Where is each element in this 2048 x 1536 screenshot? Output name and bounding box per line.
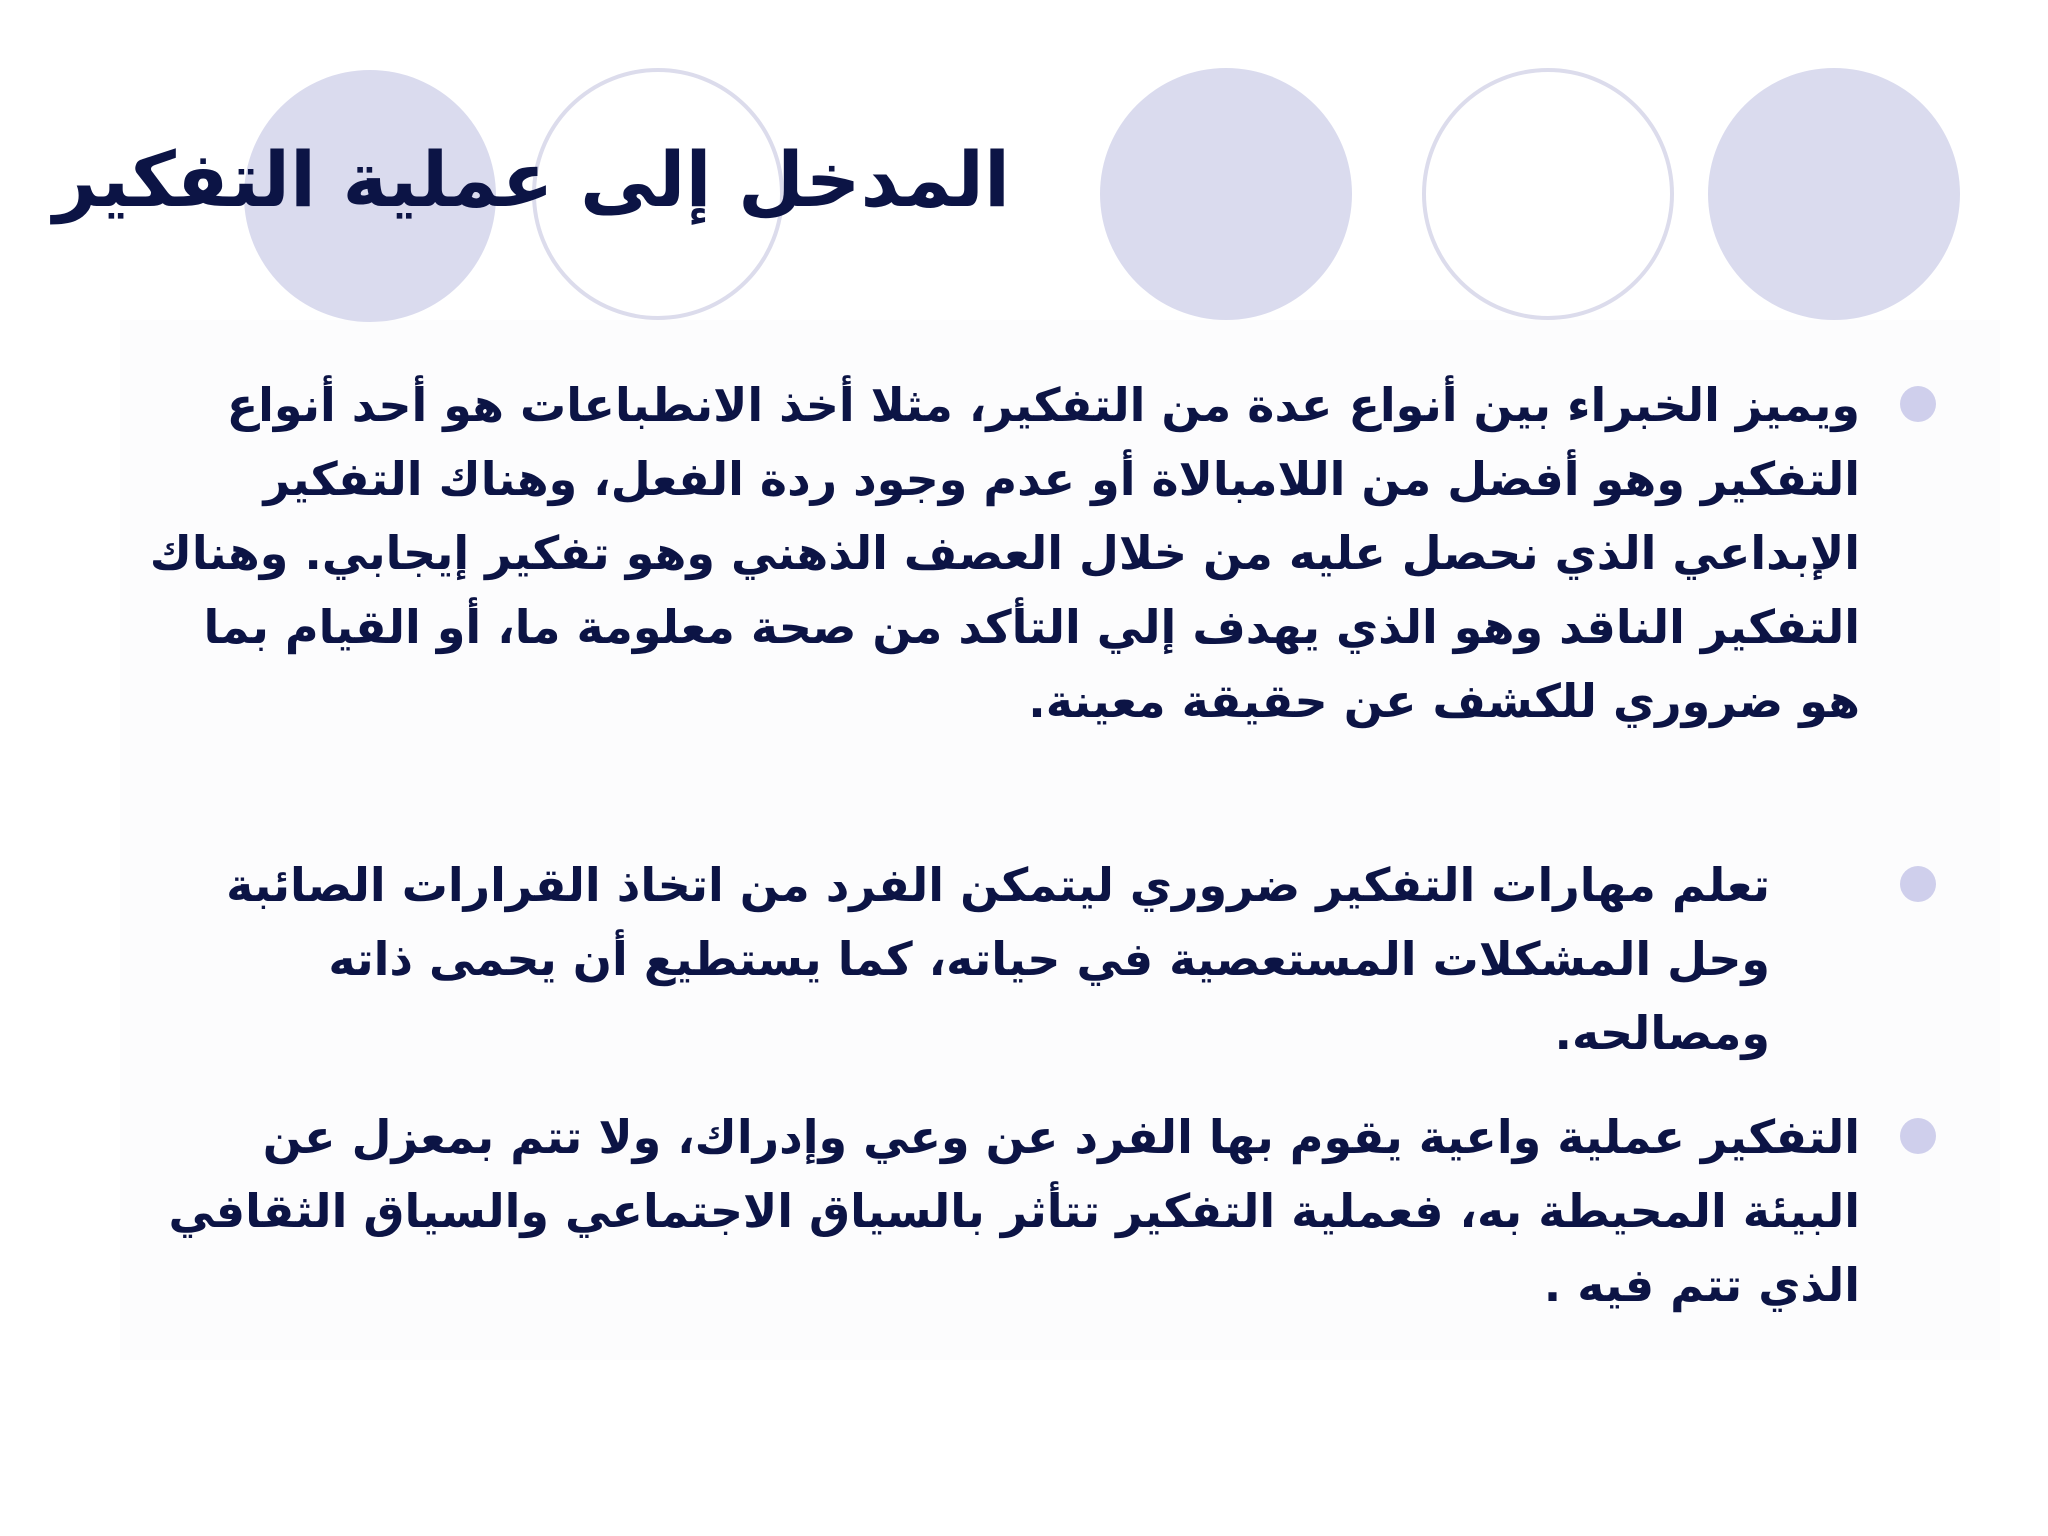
decorative-circle-filled-3 xyxy=(1708,68,1960,320)
bullet-icon xyxy=(1900,386,1936,422)
bullet-icon xyxy=(1900,1118,1936,1154)
bullet-item xyxy=(130,368,1860,738)
decorative-circle-ring-2 xyxy=(1422,68,1674,320)
bullet-text: ويميز الخبراء بين أنواع عدة من التفكير، مثلا أخذ الانطباعات هو أحد أنواع التفكير وهو أفضل من اللامبالاة أو عدم وجود ردة الفعل، وهناك التفكير الإبداعي الذي نحصل عليه من خلال العصف الذهني وهو تفكير إيجابي. وهناك التفكير الناقد وهو الذي يهدف إلي التأكد من صحة معلومة ما، أو القيام بما هو ضروري للكشف عن حقيقة معينة. xyxy=(149,378,1860,728)
bullet-text: تعلم مهارات التفكير ضروري ليتمكن الفرد من اتخاذ القرارات الصائبة وحل المشكلات المستعصية في حياته، كما يستطيع أن يحمى ذاته ومصالحه. xyxy=(226,858,1770,1060)
decorative-circle-filled-2 xyxy=(1100,68,1352,320)
bullet-icon xyxy=(1900,866,1936,902)
bullet-item xyxy=(130,848,1860,1070)
bullet-item xyxy=(130,1100,1860,1322)
bullet-text: التفكير عملية واعية يقوم بها الفرد عن وعي وإدراك، ولا تتم بمعزل عن البيئة المحيطة به، فعملية التفكير تتأثر بالسياق الاجتماعي والسياق الثقافي الذي تتم فيه . xyxy=(168,1110,1860,1312)
slide-title: المدخل إلى عملية التفكير xyxy=(53,135,1010,224)
